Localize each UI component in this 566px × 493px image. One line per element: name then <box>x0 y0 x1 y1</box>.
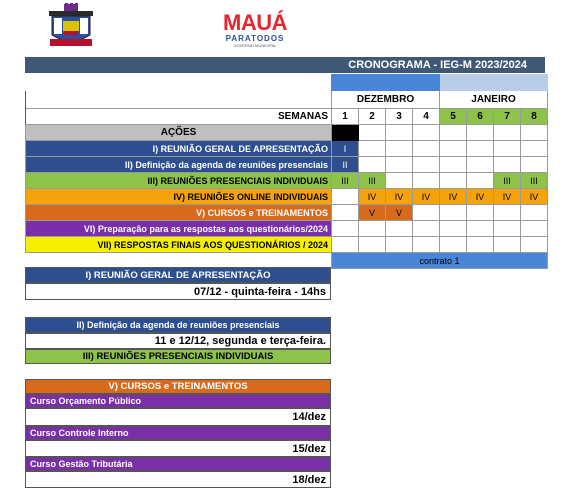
contract-footer: contrato 1 <box>332 253 548 269</box>
week-header: 8 <box>521 109 548 125</box>
schedule-cell <box>467 141 494 157</box>
schedule-cell <box>494 237 521 253</box>
schedule-cell: II <box>332 157 359 173</box>
brand-main-text: MAUÁ <box>223 10 287 35</box>
schedule-cell <box>386 157 413 173</box>
action-row <box>26 157 548 173</box>
schedule-cell: IV <box>494 189 521 205</box>
schedule-cell <box>521 221 548 237</box>
schedule-cell: III <box>359 173 386 189</box>
month-january: JANEIRO <box>440 91 548 109</box>
brand-tag-text: GOVERNO MUNICIPAL <box>233 43 277 48</box>
schedule-cell <box>413 205 440 221</box>
action-row <box>26 221 548 237</box>
week-header: 4 <box>413 109 440 125</box>
block2-date: 11 e 12/12, segunda e terça-feira. <box>25 333 331 349</box>
schedule-cell <box>494 205 521 221</box>
schedule-cell <box>440 173 467 189</box>
actions-header-row <box>26 125 548 141</box>
action-label: V) CURSOS e TREINAMENTOS <box>26 205 332 221</box>
schedule-cell <box>332 189 359 205</box>
band-row <box>26 75 548 91</box>
schedule-cell: III <box>332 173 359 189</box>
week-header: 7 <box>494 109 521 125</box>
schedule-cell <box>332 237 359 253</box>
week-header: 5 <box>440 109 467 125</box>
schedule-cell <box>440 205 467 221</box>
action-label: I) REUNIÃO GERAL DE APRESENTAÇÃO <box>26 141 332 157</box>
schedule-cell: IV <box>386 189 413 205</box>
schedule-cell <box>359 141 386 157</box>
schedule-cell <box>521 205 548 221</box>
schedule-cell <box>494 141 521 157</box>
schedule-cell <box>413 221 440 237</box>
schedule-cell: IV <box>413 189 440 205</box>
course-date: 15/dez <box>25 440 331 457</box>
schedule-cell <box>467 157 494 173</box>
action-label: VI) Preparação para as respostas aos questionários/2024 <box>26 221 332 237</box>
week-header: 2 <box>359 109 386 125</box>
schedule-cell <box>386 173 413 189</box>
schedule-cell: III <box>494 173 521 189</box>
block3-header: V) CURSOS e TREINAMENTOS <box>25 379 331 394</box>
schedule-cell <box>332 221 359 237</box>
week-header: 6 <box>467 109 494 125</box>
month-december: DEZEMBRO <box>332 91 440 109</box>
schedule-cell: IV <box>359 189 386 205</box>
schedule-cell <box>521 237 548 253</box>
course-date: 14/dez <box>25 408 331 426</box>
action-row <box>26 189 548 205</box>
block1-header: I) REUNIÃO GERAL DE APRESENTAÇÃO <box>25 267 331 283</box>
months-row <box>26 91 548 109</box>
course-name: Curso Controle Interno <box>25 426 331 440</box>
schedule-title: CRONOGRAMA - IEG-M 2023/2024 <box>25 57 545 73</box>
weeks-row <box>26 109 548 125</box>
course-date: 18/dez <box>25 471 331 488</box>
actions-header: AÇÕES <box>26 125 332 141</box>
schedule-cell <box>386 221 413 237</box>
block1-date: 07/12 - quinta-feira - 14hs <box>25 283 331 300</box>
schedule-cell <box>413 157 440 173</box>
course-name: Curso Gestão Tributária <box>25 457 331 471</box>
schedule-cell <box>521 157 548 173</box>
schedule-cell <box>467 237 494 253</box>
schedule-cell <box>413 173 440 189</box>
schedule-cell: V <box>386 205 413 221</box>
schedule-cell <box>440 221 467 237</box>
action-label: III) REUNIÕES PRESENCIAIS INDIVIDUAIS <box>26 173 332 189</box>
schedule-cell: III <box>521 173 548 189</box>
action-row <box>26 141 548 157</box>
schedule-cell <box>521 141 548 157</box>
schedule-table <box>25 74 548 269</box>
schedule-cell <box>413 141 440 157</box>
schedule-cell <box>413 237 440 253</box>
schedule-cell <box>467 221 494 237</box>
action-row <box>26 237 548 253</box>
schedule-cell: IV <box>521 189 548 205</box>
action-label: VII) RESPOSTAS FINAIS AOS QUESTIONÁRIOS / 2024 <box>26 237 332 253</box>
black-marker-cell <box>332 125 359 141</box>
maua-brand-logo <box>212 10 298 48</box>
schedule-cell <box>494 157 521 173</box>
block2-header: II) Definição da agenda de reuniões presenciais <box>25 317 331 333</box>
city-coat-of-arms-logo <box>46 3 96 49</box>
action-row <box>26 173 548 189</box>
weeks-label: SEMANAS <box>26 109 332 125</box>
week-header: 3 <box>386 109 413 125</box>
block2-footer: III) REUNIÕES PRESENCIAIS INDIVIDUAIS <box>25 349 331 364</box>
schedule-cell <box>359 157 386 173</box>
schedule-cell <box>440 141 467 157</box>
schedule-cell <box>359 237 386 253</box>
schedule-cell <box>386 237 413 253</box>
action-label: II) Definição da agenda de reuniões presenciais <box>26 157 332 173</box>
schedule-cell: I <box>332 141 359 157</box>
week-header: 1 <box>332 109 359 125</box>
schedule-cell <box>386 141 413 157</box>
schedule-cell <box>440 237 467 253</box>
action-row <box>26 205 548 221</box>
schedule-cell <box>359 221 386 237</box>
schedule-cell <box>494 221 521 237</box>
schedule-cell: V <box>359 205 386 221</box>
schedule-cell <box>440 157 467 173</box>
brand-sub-text: PARATODOS <box>225 34 285 43</box>
schedule-cell <box>467 173 494 189</box>
schedule-cell: IV <box>467 189 494 205</box>
schedule-cell <box>332 205 359 221</box>
schedule-cell <box>467 205 494 221</box>
action-label: IV) REUNIÕES ONLINE INDIVIDUAIS <box>26 189 332 205</box>
course-name: Curso Orçamento Público <box>25 394 331 408</box>
schedule-cell: IV <box>440 189 467 205</box>
